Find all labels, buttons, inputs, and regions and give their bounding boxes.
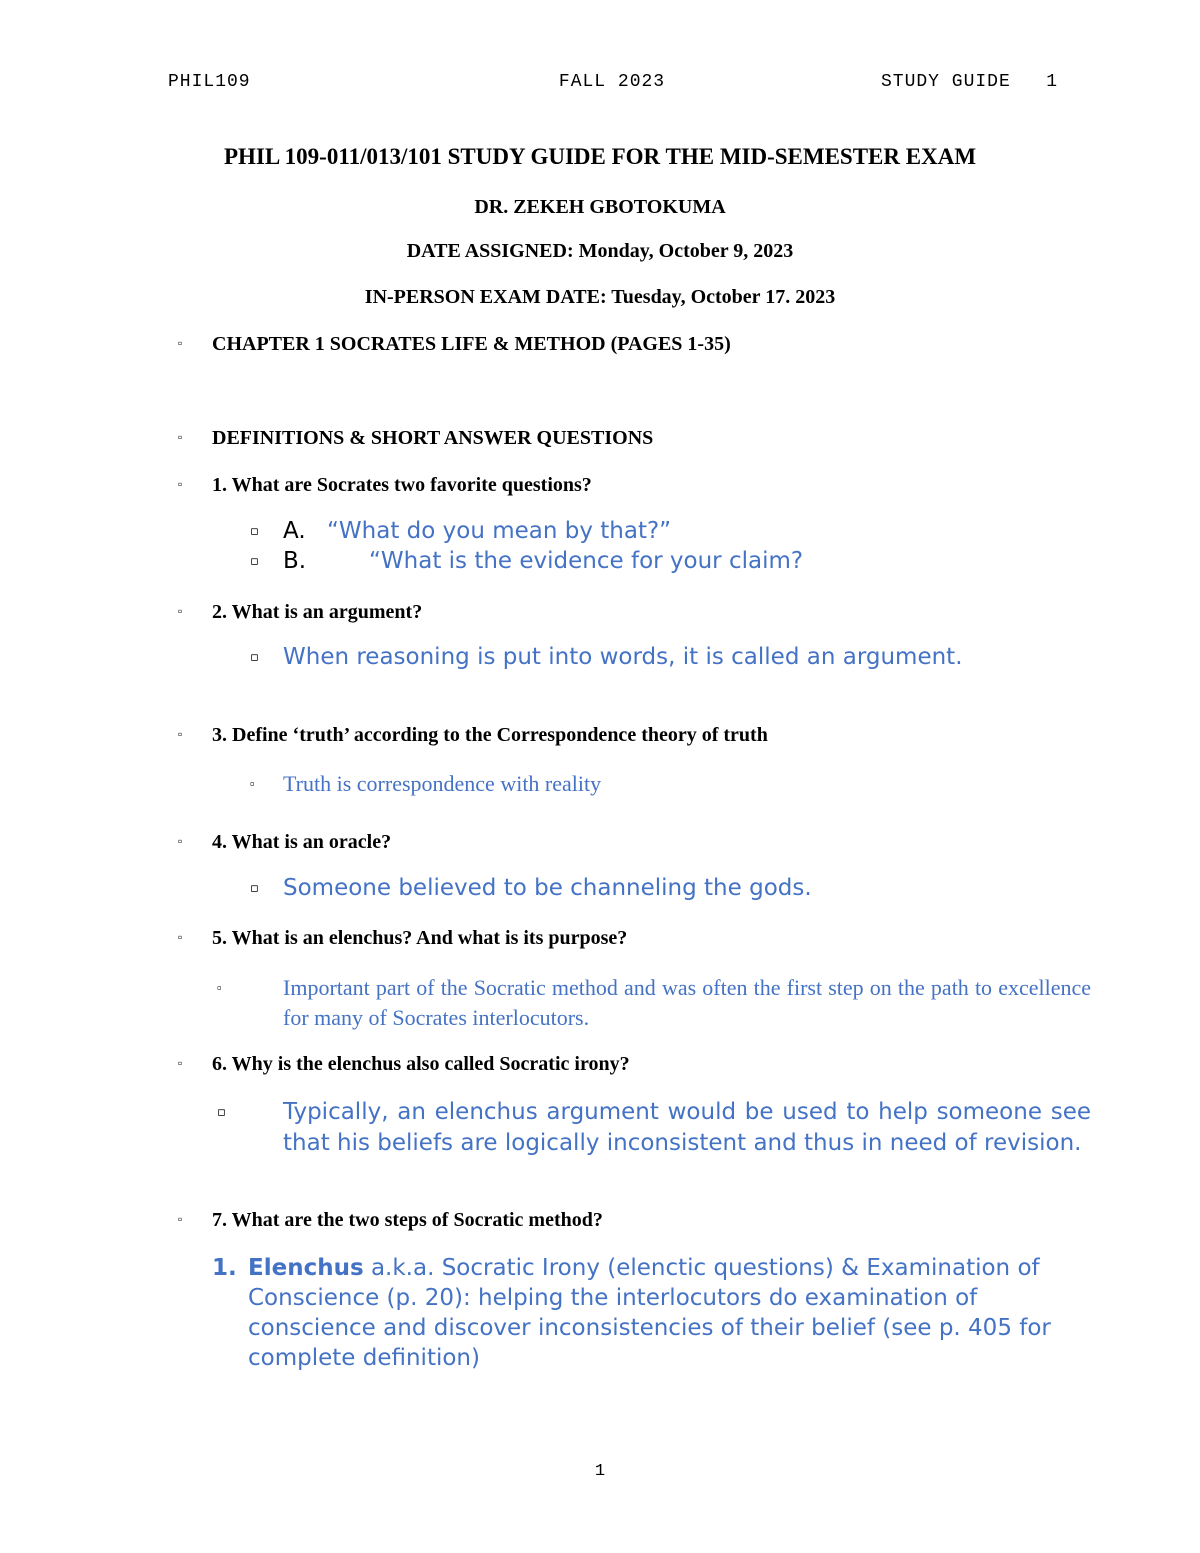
- answer-3-text: Truth is correspondence with reality: [283, 771, 602, 796]
- question-5-text: 5. What is an elenchus? And what is its purpose?: [212, 927, 628, 949]
- date-assigned: DATE ASSIGNED: Monday, October 9, 2023: [406, 240, 794, 262]
- bullet-icon: ▫: [178, 727, 183, 741]
- step-1-term: Elenchus: [248, 1255, 364, 1281]
- answer-1b-label: B.: [283, 548, 307, 574]
- bullet-icon: ▫: [178, 930, 183, 944]
- bullet-icon: ▫: [250, 650, 259, 665]
- question-1-text: 1. What are Socrates two favorite questions?: [212, 474, 592, 496]
- answer-5-text: Important part of the Socratic method and was often the first step on the path to excellence for many of Socrates interlocutors.: [283, 975, 1091, 1030]
- bullet-icon: ▫: [250, 554, 259, 569]
- question-3: [178, 724, 768, 747]
- section-chapter-text: CHAPTER 1 SOCRATES LIFE & METHOD (PAGES 1-35): [212, 333, 731, 355]
- question-1: [178, 474, 592, 497]
- bullet-icon: ▫: [217, 1105, 226, 1120]
- question-4-text: 4. What is an oracle?: [212, 831, 392, 853]
- header-term: FALL 2023: [558, 72, 666, 92]
- answer-1a-text: “What do you mean by that?”: [327, 518, 672, 544]
- question-2-text: 2. What is an argument?: [212, 601, 423, 623]
- question-3-text: 3. Define ‘truth’ according to the Correspondence theory of truth: [212, 724, 768, 746]
- bullet-icon: ▫: [217, 980, 222, 995]
- bullet-icon: ▫: [178, 834, 183, 848]
- answer-3: [250, 771, 601, 797]
- bullet-icon: ▫: [178, 1056, 183, 1070]
- answer-4: [250, 875, 812, 901]
- bullet-icon: ▫: [178, 604, 183, 618]
- bullet-icon: ▫: [250, 524, 259, 539]
- step-1-description: a.k.a. Socratic Irony (elenctic questions) & Examination of Conscience (p. 20): helping the interlocutors do examination of conscience and discover inconsistencies of their belief (see p. 405 for complete definition): [248, 1255, 1051, 1371]
- question-6: [178, 1053, 630, 1076]
- answer-1a: [250, 518, 671, 544]
- question-4: [178, 831, 391, 854]
- answer-7-step-1: [212, 1253, 1098, 1373]
- answer-1b: [250, 548, 803, 574]
- header-course: PHIL109: [168, 72, 251, 92]
- section-definitions: [178, 427, 653, 450]
- answer-4-text: Someone believed to be channeling the gods.: [283, 875, 812, 901]
- answer-2: [250, 644, 963, 670]
- header-doc-title: STUDY GUIDE 1: [880, 72, 1058, 92]
- answer-1a-label: A.: [283, 518, 306, 544]
- step-1-number: 1.: [212, 1255, 237, 1281]
- question-7-text: 7. What are the two steps of Socratic method?: [212, 1209, 603, 1231]
- bullet-icon: ▫: [178, 477, 183, 491]
- answer-5: [217, 973, 1091, 1033]
- answer-6-text: Typically, an elenchus argument would be used to help someone see that his beliefs are logically inconsistent and thus in need of revision.: [283, 1099, 1091, 1156]
- section-chapter: [178, 333, 731, 356]
- bullet-icon: ▫: [178, 1212, 183, 1226]
- page-number: 1: [594, 1462, 606, 1481]
- question-6-text: 6. Why is the elenchus also called Socratic irony?: [212, 1053, 630, 1075]
- answer-1b-text: “What is the evidence for your claim?: [369, 548, 804, 574]
- bullet-icon: ▫: [250, 881, 259, 896]
- bullet-icon: ▫: [178, 336, 183, 350]
- question-2: [178, 601, 422, 624]
- section-definitions-text: DEFINITIONS & SHORT ANSWER QUESTIONS: [212, 427, 654, 449]
- document-title: PHIL 109-011/013/101 STUDY GUIDE FOR THE MID-SEMESTER EXAM: [223, 144, 977, 169]
- bullet-icon: ▫: [178, 430, 183, 444]
- instructor-name: DR. ZEKEH GBOTOKUMA: [474, 196, 726, 218]
- exam-date: IN-PERSON EXAM DATE: Tuesday, October 17. 2023: [364, 286, 836, 308]
- answer-2-text: When reasoning is put into words, it is called an argument.: [283, 644, 963, 670]
- question-7: [178, 1209, 603, 1232]
- question-5: [178, 927, 627, 950]
- bullet-icon: ▫: [250, 776, 255, 791]
- answer-6: [217, 1097, 1091, 1158]
